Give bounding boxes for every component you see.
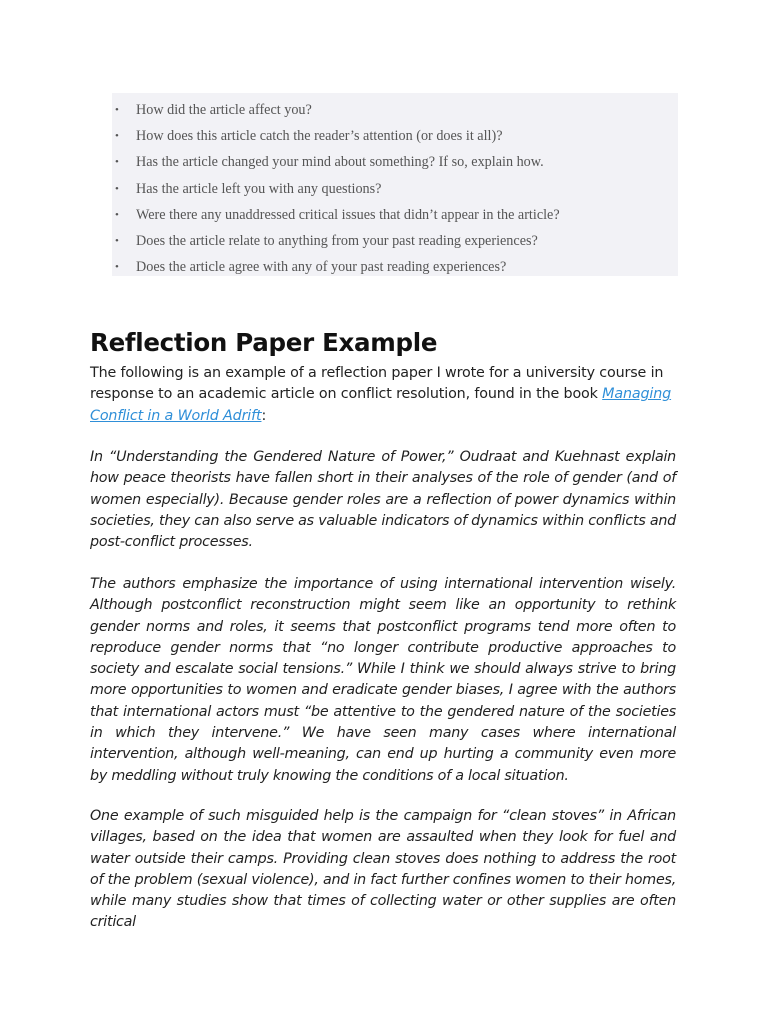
bullet-icon: • [115,156,119,169]
question-item [112,256,678,282]
body-paragraph: One example of such misguided help is the campaign for “clean stoves” in African villages, based on the idea that women are assaulted when they look for fuel and water outside their camps. Providing clean stoves does nothing to address the root of the problem (sexual violence), and in fact further confines women to their homes, while many studies show that times of collecting water or other supplies are often critical [90,808,676,931]
bullet-icon: • [115,130,119,143]
body-paragraph: The authors emphasize the importance of using international intervention wisely. Although postconflict reconstruction might seem like an opportunity to rethink gender norms and roles, it seems that postconflict programs tend more often to reproduce gender norms that “no longer contribute productive approaches to society and escalate social tensions.” While I think we should always strive to bring more opportunities to women and eradicate gender biases, I agree with the authors that international actors must “be attentive to the gendered nature of the societies in which they intervene.” We have seen many cases where international intervention, although well-meaning, can end up hurting a community even more by meddling without truly knowing the conditions of a local situation. [90,576,676,784]
section-heading: Reflection Paper Example [90,328,438,357]
question-text: Does the article agree with any of your past reading experiences? [136,259,507,276]
question-item [112,151,678,177]
bullet-icon: • [115,104,119,116]
intro-trailing-text: : [261,407,267,424]
bullet-icon: • [115,208,119,221]
bullet-icon: • [115,182,119,195]
question-item [112,178,678,204]
question-item [112,125,678,151]
question-item [112,99,678,125]
reflection-questions-box [112,93,678,276]
reflection-questions-list [112,99,678,282]
question-text: Has the article changed your mind about something? If so, explain how. [136,154,544,171]
question-text: Has the article left you with any questions? [136,180,382,197]
question-item [112,204,678,230]
intro-paragraph [90,363,678,427]
book-link[interactable]: Managing Conflict in a World Adrift [90,386,672,424]
question-text: Were there any unaddressed critical issues that didn’t appear in the article? [136,206,560,223]
question-text: Does the article relate to anything from your past reading experiences? [136,232,538,249]
question-text: How does this article catch the reader’s attention (or does it all)? [136,128,503,145]
body-paragraph: In “Understanding the Gendered Nature of Power,” Oudraat and Kuehnast explain how peace theorists have fallen short in their analyses of the role of gender (and of women especially). Because gender roles are a reflection of power dynamics within societies, they can also serve as valuable indicators of dynamics within conflicts and post-conflict processes. [90,449,676,551]
question-text: How did the article affect you? [136,102,312,118]
bullet-icon: • [115,261,119,274]
bullet-icon: • [115,234,119,247]
intro-text: The following is an example of a reflection paper I wrote for a university course in response to an academic article on conflict resolution, found in the book [90,365,664,403]
question-item [112,230,678,256]
